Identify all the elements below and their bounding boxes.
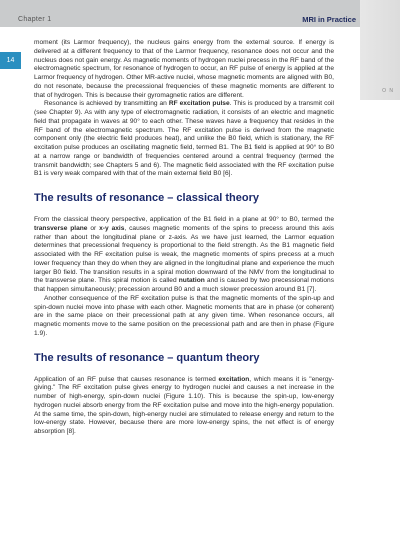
section-heading-quantum: The results of resonance – quantum theory [34, 351, 260, 364]
section-heading-classical: The results of resonance – classical theory [34, 192, 259, 204]
paragraph-classical: From the classical theory perspective, application of the B1 field in a plane at 90° to B0, termed the transverse plane or x-y axis, causes magnetic moments of the spins to precess around this axis rather than about the longitudinal plane or z-axis. As we have just learned, the Larmor equation determines that precessional frequency is proportional to the field strength. As the B1 magnetic field associated with the RF excitation pulse is weak, the magnetic moments of spins precess at a much lower frequency than they do when they are aligned in the longitudinal plane and experience the much larger B0 field. The transition results in a spiral motion downward of the NMV from the longitudinal to the transverse plane. This spiral motion is called nutation and is caused by two precessional motions that happen simultaneously; precession around B0 and a much slower precession around B1 [7]. [34, 216, 334, 293]
term-rf-excitation-pulse: RF excitation pulse [168, 100, 230, 108]
paragraph-phase: Another consequence of the RF excitation pulse is that the magnetic moments of the spin-up and spin-down nuclei move into phase with each other. Magnetic moments that are in phase (or coherent) are in the same place on their precessional path at any given time. When resonance occurs, all magnetic moments move to the same position on the precessional path and are then in phase (Figure 1.9). [34, 294, 334, 337]
paragraph-rf-pulse: Resonance is achieved by transmitting an RF excitation pulse. This is produced by a transmit coil (see Chapter 9). As with any type of electromagnetic radiation, it consists of an electric and magnetic field that propagate in waves at 90° to each other. These waves have a frequency that resides in the RF band of the electromagnetic spectrum. The RF excitation pulse is derived from the magnetic component only (the electric field produces heat), and unlike the B0 field, which is stationary, the RF excitation pulse produces an oscillating magnetic field, termed B1. The B1 field is applied at 90° to B0 at a narrow range or bandwidth of frequencies centered around a central frequency (termed the transmit bandwidth; see Chapters 5 and 6). The magnetic field associated with the RF excitation pulse B1 is very weak compared with that of the main external field B0 [6]. [34, 100, 334, 178]
page-number: 14 [0, 52, 21, 69]
term-excitation: excitation [218, 375, 250, 383]
book-title: MRI in Practice [302, 15, 356, 24]
paragraph-larmor: moment (its Larmor frequency), the nucleus gains energy from the external source. If energy is delivered at a different frequency to that of the Larmor frequency, resonance does not occur and the nucleus does not gain energy. As magnetic moments of hydrogen nuclei precess in the RF band of the electromagnetic spectrum, for resonance of hydrogen to occur, an RF pulse of energy is applied at the Larmor frequency of hydrogen. Other MR-active nuclei, whose magnetic moments are aligned with B0, do not resonate, because the precessional frequencies of these magnetic moments are different to that of hydrogen. This is because their gyromagnetic ratios are different. [34, 39, 334, 99]
term-nutation: nutation [178, 277, 205, 285]
page-corner-decoration [360, 0, 400, 100]
term-transverse-plane: transverse plane [34, 224, 88, 232]
page-body [34, 39, 334, 437]
running-header [0, 0, 400, 27]
chapter-label: Chapter 1 [18, 16, 52, 23]
paragraph-quantum: Application of an RF pulse that causes resonance is termed excitation, which means it is "energy-giving." The RF excitation pulse gives energy to hydrogen nuclei and causes a net increase in the number of high-energy, spin-down nuclei (Figure 1.10). This is because the spin-up, low-energy hydrogen nuclei absorb energy from the RF excitation pulse and move into the high-energy population. At the same time, the spin-down, high-energy nuclei are stimulated to release energy and return to the low-energy state. However, because there are more low-energy spins, the net effect is of energy absorption [8]. [34, 375, 334, 435]
term-xy-axis: x-y axis [99, 224, 125, 232]
corner-mark: O N [382, 88, 394, 94]
